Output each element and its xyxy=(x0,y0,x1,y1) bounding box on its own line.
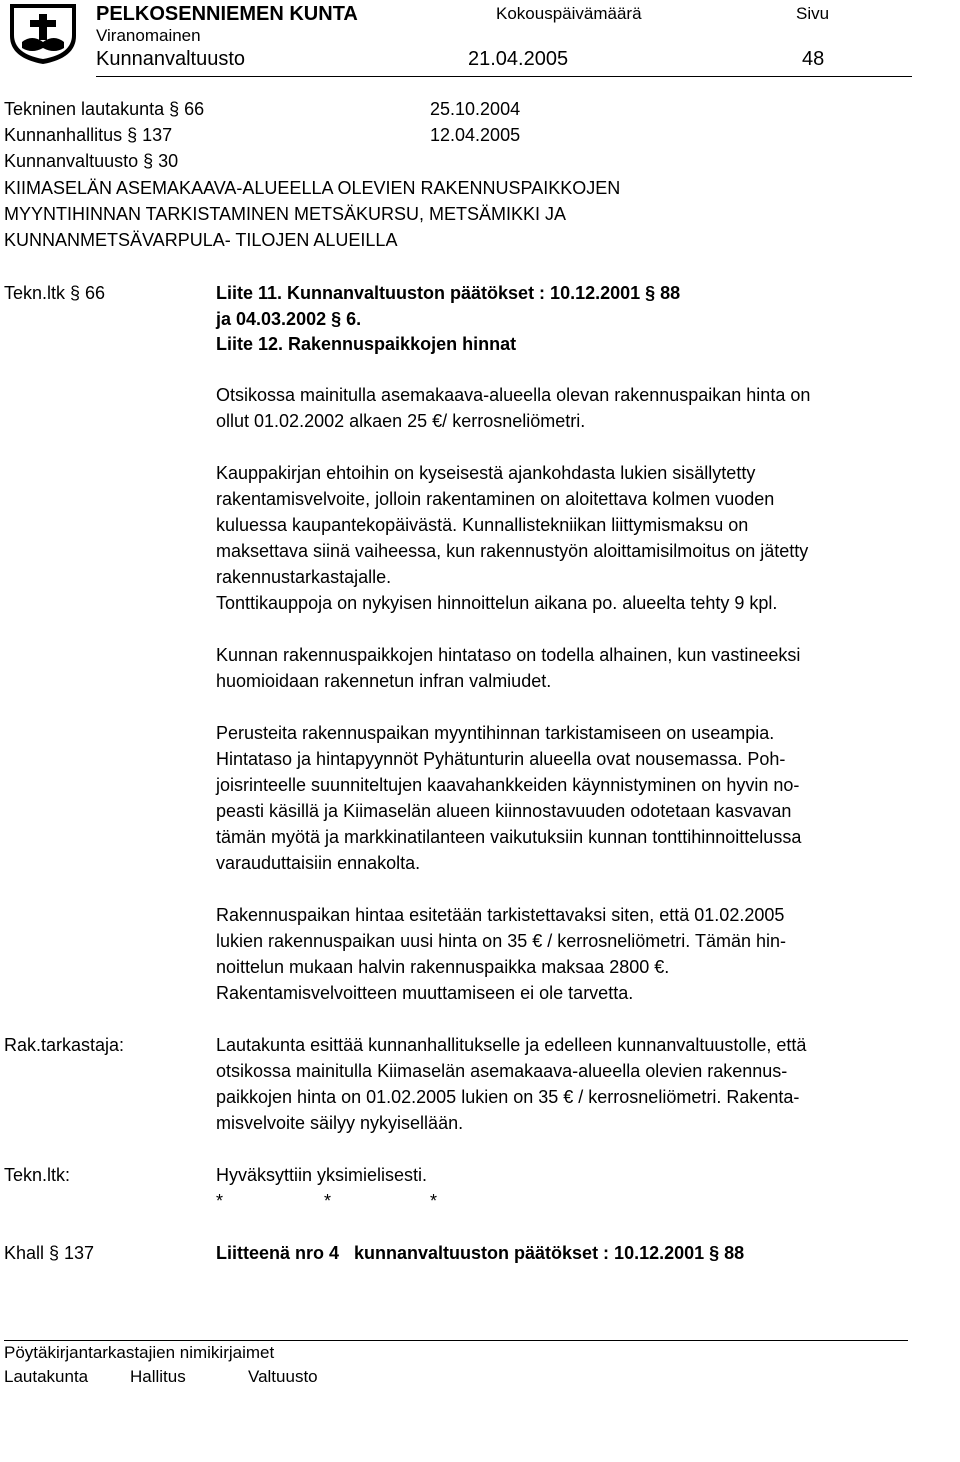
paragraph xyxy=(216,642,960,694)
paragraph-line: varauduttaisiin ennakolta. xyxy=(216,853,421,873)
paragraph xyxy=(216,720,960,876)
paragraph-line: Otsikossa mainitulla asemakaava-alueella olevan rakennuspaikan hinta on xyxy=(216,385,811,405)
khall-attachment: Liitteenä nro 4 kunnanvaltuuston päätökset : 10.12.2001 § 88 xyxy=(216,1243,745,1263)
title-line: KUNNANMETSÄVARPULA- TILOJEN ALUEILLA xyxy=(4,230,398,250)
decision-label: Tekn.ltk: xyxy=(4,1165,71,1185)
paragraph-line: Tonttikauppoja on nykyisen hinnoittelun aikana po. alueelta tehty 9 kpl. xyxy=(216,593,778,613)
paragraph xyxy=(216,382,960,434)
separator-star: * xyxy=(430,1191,438,1211)
history-item-date: 25.10.2004 xyxy=(430,99,521,119)
decision-text: Hyväksyttiin yksimielisesti. xyxy=(216,1165,428,1185)
attachment-line: Liite 12. Rakennuspaikkojen hinnat xyxy=(216,334,517,354)
meeting-date-value: 21.04.2005 xyxy=(468,48,569,70)
history-item-body: Kunnanhallitus § 137 xyxy=(4,125,173,145)
meeting-date-label: Kokouspäivämäärä xyxy=(496,4,642,23)
paragraph-line: Kauppakirjan ehtoihin on kyseisestä ajankohdasta lukien sisällytetty xyxy=(216,463,756,483)
khall-label: Khall § 137 xyxy=(4,1243,95,1263)
authority-label: Viranomainen xyxy=(96,26,201,45)
paragraph-line: Rakentamisvelvoitteen muuttamiseen ei ole tarvetta. xyxy=(216,983,634,1003)
paragraph-line: rakentamisvelvoite, jolloin rakentaminen on aloitettava kolmen vuoden xyxy=(216,489,775,509)
paragraph-line: Kunnan rakennuspaikkojen hintataso on todella alhainen, kun vastineeksi xyxy=(216,645,801,665)
authority-value: Kunnanvaltuusto xyxy=(96,48,246,70)
paragraph-line: noittelun mukaan halvin rakennuspaikka maksaa 2800 €. xyxy=(216,957,670,977)
municipal-coat-of-arms-icon xyxy=(4,2,82,66)
footer-col-hallitus: Hallitus xyxy=(130,1367,186,1386)
history-item-body: Kunnanvaltuusto § 30 xyxy=(4,151,179,171)
page-number: 48 xyxy=(802,48,825,70)
separator-star: * xyxy=(324,1191,332,1211)
paragraph-line: ollut 01.02.2002 alkaen 25 €/ kerrosneliömetri. xyxy=(216,411,586,431)
attachment-line: ja 04.03.2002 § 6. xyxy=(216,309,362,329)
footer-col-valtuusto: Valtuusto xyxy=(248,1367,318,1386)
footer-col-lautakunta: Lautakunta xyxy=(4,1367,89,1386)
municipality-name: PELKOSENNIEMEN KUNTA xyxy=(96,3,358,25)
paragraph-line: joisrinteelle suunniteltujen kaavahankkeiden käynnistyminen on hyvin no- xyxy=(216,775,800,795)
paragraph xyxy=(216,460,960,616)
paragraph-line: rakennustarkastajalle. xyxy=(216,567,392,587)
header-divider xyxy=(96,76,912,77)
paragraph-line: Rakennuspaikan hintaa esitetään tarkistettavaksi siten, että 01.02.2005 xyxy=(216,905,785,925)
paragraph-line: Perusteita rakennuspaikan myyntihinnan tarkistamiseen on useampia. xyxy=(216,723,775,743)
title-line: MYYNTIHINNAN TARKISTAMINEN METSÄKURSU, METSÄMIKKI JA xyxy=(4,204,567,224)
paragraph-line: maksettava siinä vaiheessa, kun rakennustyön aloittamisilmoitus on jätetty xyxy=(216,541,809,561)
paragraph xyxy=(216,902,960,1006)
paragraph-line: Lautakunta esittää kunnanhallitukselle ja edelleen kunnanvaltuustolle, että xyxy=(216,1035,807,1055)
proposal-text xyxy=(216,1032,960,1136)
paragraph-line: Hintataso ja hintapyynnöt Pyhätunturin alueella ovat nousemassa. Poh- xyxy=(216,749,786,769)
footer-title: Pöytäkirjantarkastajien nimikirjaimet xyxy=(4,1343,275,1362)
paragraph-line: peasti käsillä ja Kiimaselän alueen kiinnostavuuden odotetaan kasvavan xyxy=(216,801,792,821)
section-label-tekn: Tekn.ltk § 66 xyxy=(4,283,106,303)
title-line: KIIMASELÄN ASEMAKAAVA-ALUEELLA OLEVIEN RAKENNUSPAIKKOJEN xyxy=(4,178,621,198)
footer-divider xyxy=(4,1340,908,1341)
paragraph-line: paikkojen hinta on 01.02.2005 lukien on 35 € / kerrosneliömetri. Rakenta- xyxy=(216,1087,800,1107)
paragraph-line: huomioidaan rakennetun infran valmiudet. xyxy=(216,671,552,691)
paragraph-line: otsikossa mainitulla Kiimaselän asemakaava-alueella olevien rakennus- xyxy=(216,1061,788,1081)
proposer-label: Rak.tarkastaja: xyxy=(4,1035,125,1055)
paragraph-line: misvelvoite säilyy nykyisellään. xyxy=(216,1113,464,1133)
paragraph-line: tämän myötä ja markkinatilanteen vaikutuksiin kunnan tonttihinnoittelussa xyxy=(216,827,802,847)
history-item-date: 12.04.2005 xyxy=(430,125,521,145)
paragraph-line: kuluessa kaupantekopäivästä. Kunnallistekniikan liittymismaksu on xyxy=(216,515,749,535)
page-label: Sivu xyxy=(796,4,830,23)
history-item-body: Tekninen lautakunta § 66 xyxy=(4,99,205,119)
separator-star: * xyxy=(216,1191,224,1211)
attachment-line: Liite 11. Kunnanvaltuuston päätökset : 10.12.2001 § 88 xyxy=(216,283,681,303)
paragraph-line: lukien rakennuspaikan uusi hinta on 35 € / kerrosneliömetri. Tämän hin- xyxy=(216,931,786,951)
